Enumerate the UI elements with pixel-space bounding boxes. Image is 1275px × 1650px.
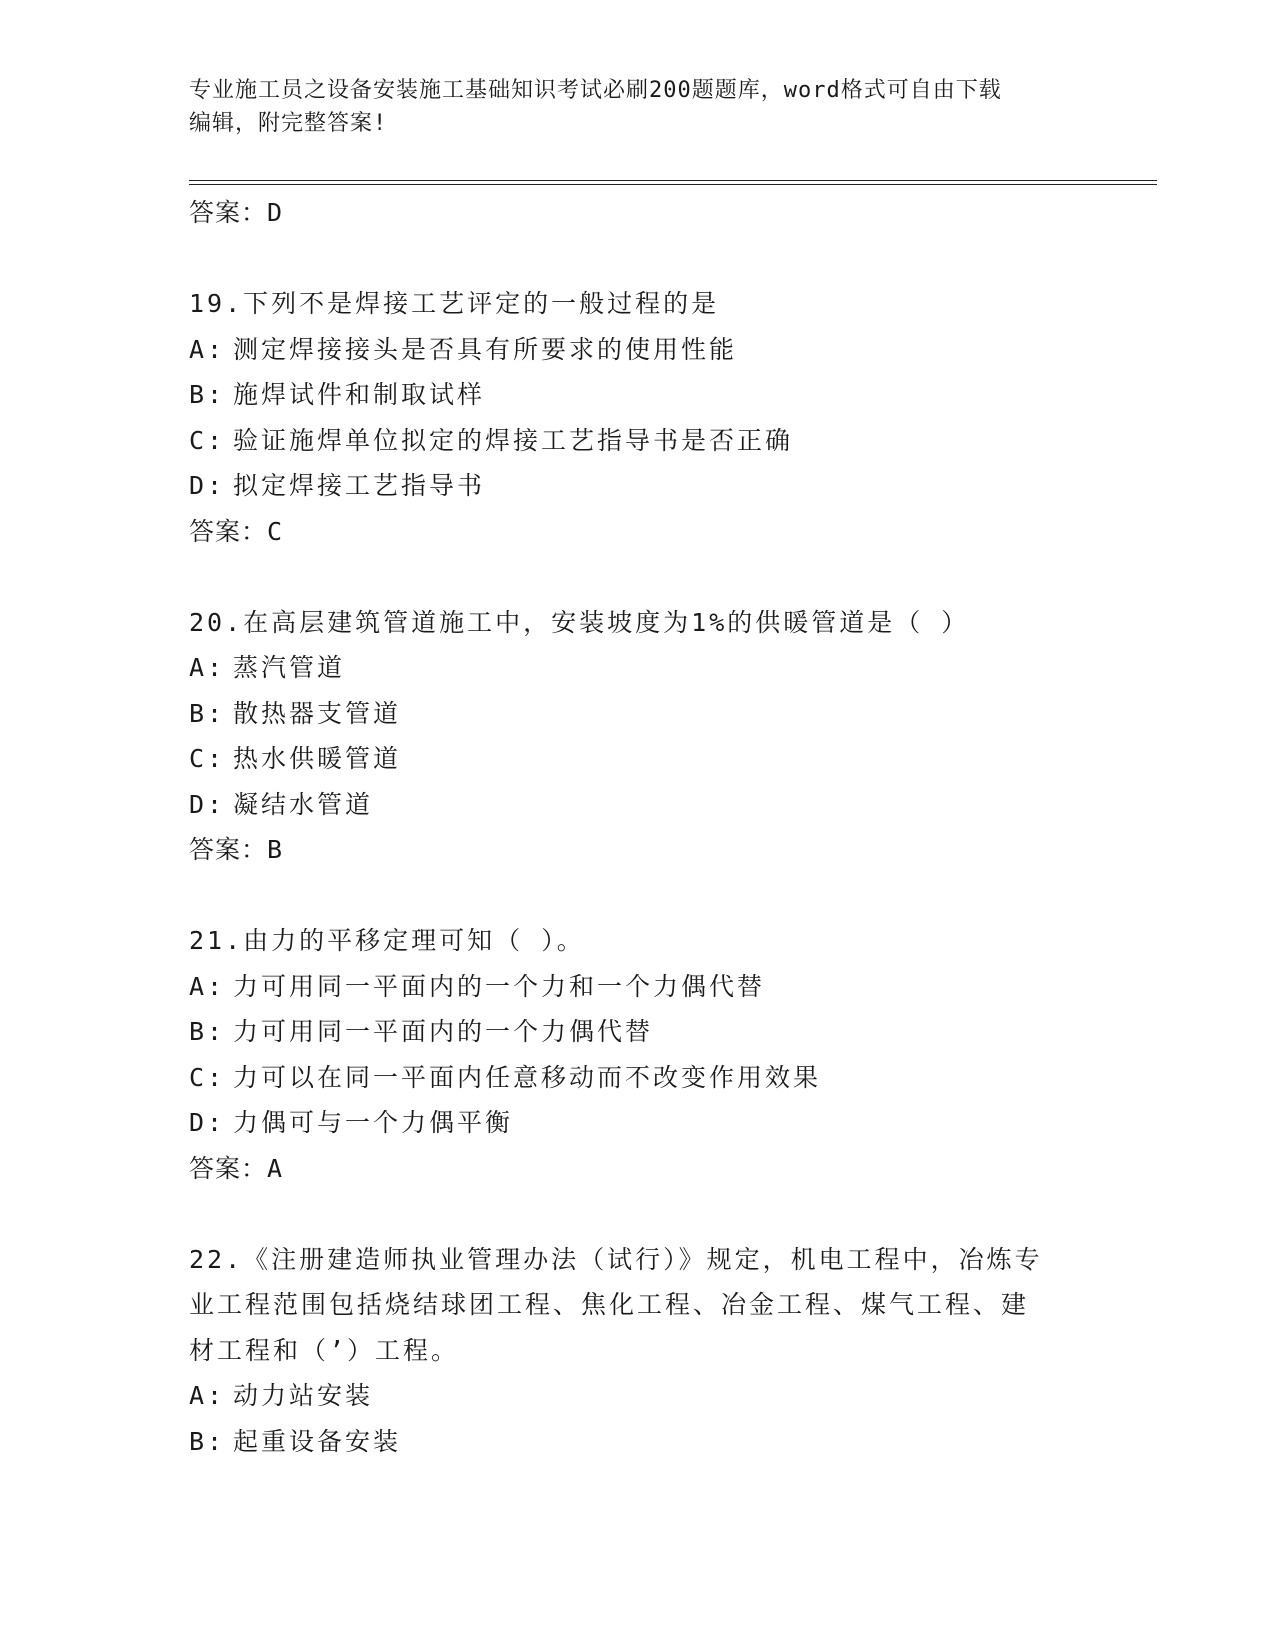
question-21: [189, 918, 1089, 1191]
option-text: 力可用同一平面内的一个力和一个力偶代替: [233, 971, 766, 1001]
header-divider-bottom: [189, 184, 1157, 185]
option-letter: B:: [189, 698, 226, 728]
option-letter: C:: [189, 425, 226, 455]
previous-answer: 答案：D: [189, 198, 284, 227]
question-22: [189, 1237, 1089, 1465]
option-letter: D:: [189, 789, 226, 819]
spacer: [189, 554, 1089, 600]
option-c: [189, 736, 1089, 782]
question-list: [189, 190, 1089, 1464]
option-c: [189, 418, 1089, 464]
option-letter: A:: [189, 653, 226, 682]
option-d: [189, 463, 1089, 509]
option-b: [189, 1419, 1089, 1465]
option-text: 力可用同一平面内的一个力偶代替: [233, 1017, 654, 1046]
header-title-line-2: 编辑，附完整答案!: [189, 111, 388, 136]
option-letter: A:: [189, 1381, 226, 1410]
header-title-line-1: 专业施工员之设备安装施工基础知识考试必刷200题题库，word格式可自由下载: [189, 78, 1002, 103]
option-d: [189, 1100, 1089, 1146]
question-text-line-1: 22.《注册建造师执业管理办法（试行）》规定，机电工程中，冶炼专: [189, 1244, 1043, 1274]
question-text: 21.由力的平移定理可知（ ）。: [189, 926, 585, 955]
spacer: [189, 872, 1089, 918]
answer: 答案：B: [189, 835, 284, 864]
option-c: [189, 1055, 1089, 1101]
option-b: [189, 691, 1089, 737]
option-letter: C:: [189, 744, 226, 773]
option-text: 力偶可与一个力偶平衡: [233, 1108, 514, 1137]
option-text: 施焊试件和制取试样: [233, 380, 486, 409]
option-letter: D:: [189, 471, 226, 500]
spacer: [189, 1191, 1089, 1237]
question-text: 20.在高层建筑管道施工中，安装坡度为1%的供暖管道是（ ）: [189, 607, 970, 637]
option-text: 热水供暖管道: [233, 744, 402, 773]
option-letter: C:: [189, 1062, 226, 1092]
answer: 答案：A: [189, 1153, 284, 1183]
spacer: [189, 235, 1089, 281]
option-b: [189, 1009, 1089, 1055]
option-letter: A:: [189, 971, 226, 1001]
document-header: [189, 74, 1069, 140]
option-text: 力可以在同一平面内任意移动而不改变作用效果: [233, 1062, 822, 1092]
option-a: [189, 645, 1089, 691]
option-a: [189, 964, 1089, 1010]
option-letter: A:: [189, 334, 226, 364]
answer: 答案：C: [189, 516, 284, 546]
question-19: [189, 281, 1089, 554]
option-a: [189, 327, 1089, 373]
question-20: [189, 600, 1089, 873]
option-text: 凝结水管道: [233, 789, 374, 819]
question-text-line-2: 业工程范围包括烧结球团工程、焦化工程、冶金工程、煤气工程、建: [189, 1290, 1030, 1319]
option-letter: B:: [189, 380, 226, 409]
option-text: 蒸汽管道: [233, 653, 346, 682]
option-text: 测定焊接接头是否具有所要求的使用性能: [233, 334, 738, 364]
option-letter: B:: [189, 1426, 226, 1456]
header-divider-top: [189, 180, 1157, 181]
question-text-line-3: 材工程和（’）工程。: [189, 1335, 460, 1365]
option-letter: B:: [189, 1017, 226, 1046]
option-b: [189, 372, 1089, 418]
option-d: [189, 782, 1089, 828]
option-text: 动力站安装: [233, 1381, 374, 1410]
option-a: [189, 1373, 1089, 1419]
option-text: 验证施焊单位拟定的焊接工艺指导书是否正确: [233, 425, 794, 455]
question-text: 19.下列不是焊接工艺评定的一般过程的是: [189, 289, 720, 318]
option-text: 散热器支管道: [233, 698, 402, 728]
option-letter: D:: [189, 1108, 226, 1137]
option-text: 拟定焊接工艺指导书: [233, 471, 486, 500]
option-text: 起重设备安装: [233, 1426, 402, 1456]
